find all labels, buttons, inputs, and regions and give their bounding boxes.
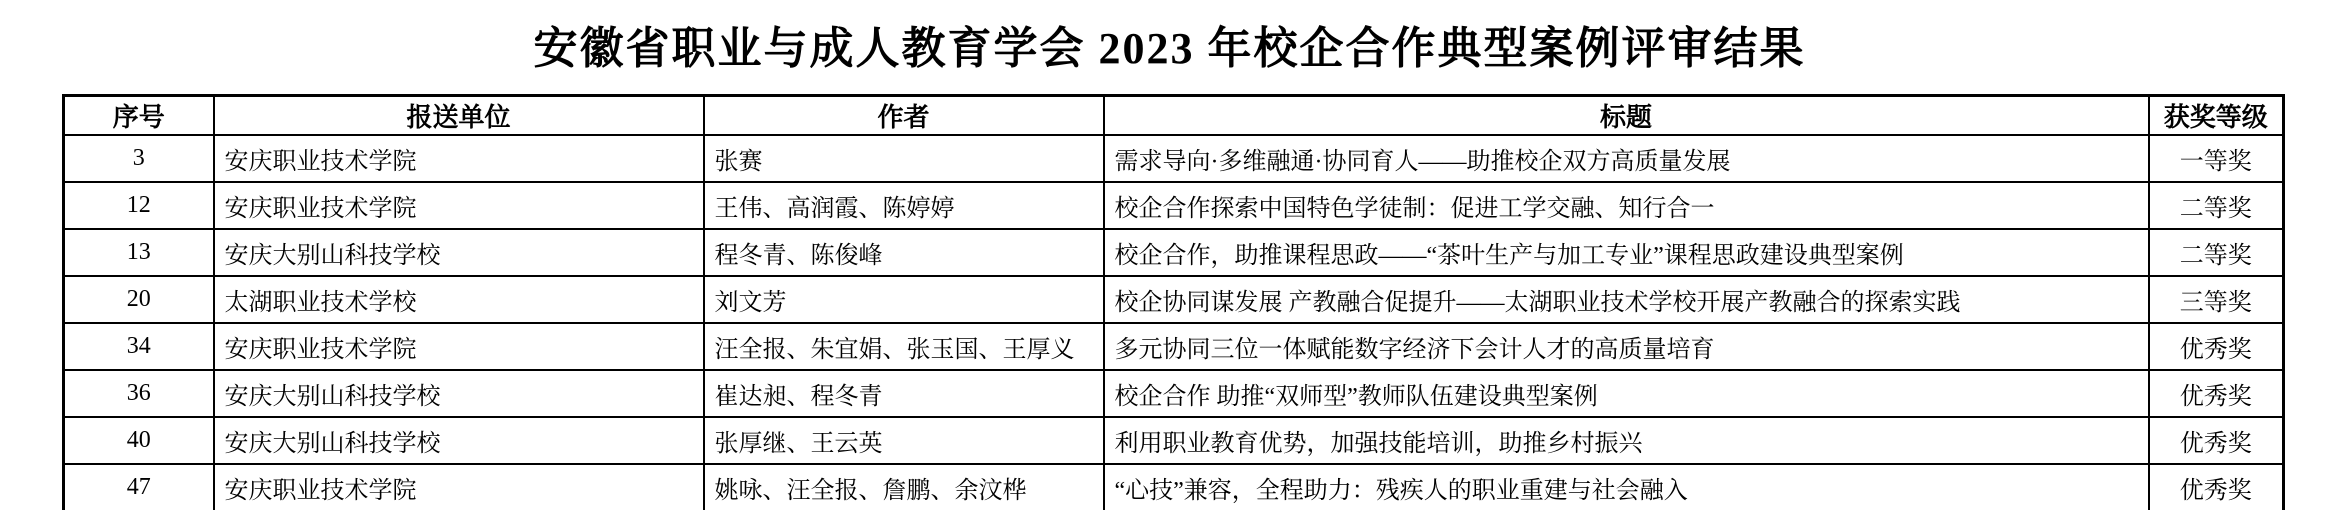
cell-title: 校企协同谋发展 产教融合促提升——太湖职业技术学校开展产教融合的探索实践	[1104, 276, 2149, 323]
cell-no: 47	[64, 464, 214, 510]
cell-unit: 安庆职业技术学院	[214, 182, 704, 229]
cell-award: 三等奖	[2149, 276, 2284, 323]
header-unit: 报送单位	[214, 96, 704, 136]
cell-no: 12	[64, 182, 214, 229]
cell-no: 20	[64, 276, 214, 323]
cell-title: 需求导向·多维融通·协同育人——助推校企双方高质量发展	[1104, 135, 2149, 182]
cell-unit: 太湖职业技术学校	[214, 276, 704, 323]
cell-authors: 王伟、高润霞、陈婷婷	[704, 182, 1104, 229]
cell-title: 多元协同三位一体赋能数字经济下会计人才的高质量培育	[1104, 323, 2149, 370]
cell-award: 优秀奖	[2149, 323, 2284, 370]
table-row	[64, 464, 2284, 510]
cell-unit: 安庆大别山科技学校	[214, 417, 704, 464]
cell-award: 二等奖	[2149, 229, 2284, 276]
cell-authors: 姚咏、汪全报、詹鹏、余汶桦	[704, 464, 1104, 510]
cell-award: 优秀奖	[2149, 464, 2284, 510]
cell-authors: 程冬青、陈俊峰	[704, 229, 1104, 276]
table-row	[64, 276, 2284, 323]
table-row	[64, 417, 2284, 464]
cell-title: 利用职业教育优势，加强技能培训，助推乡村振兴	[1104, 417, 2149, 464]
cell-title: “心技”兼容，全程助力：残疾人的职业重建与社会融入	[1104, 464, 2149, 510]
cell-title: 校企合作探索中国特色学徒制：促进工学交融、知行合一	[1104, 182, 2149, 229]
table-row	[64, 182, 2284, 229]
cell-award: 一等奖	[2149, 135, 2284, 182]
cell-award: 优秀奖	[2149, 370, 2284, 417]
table-header-row	[64, 96, 2284, 136]
table-row	[64, 229, 2284, 276]
cell-unit: 安庆大别山科技学校	[214, 229, 704, 276]
cell-award: 二等奖	[2149, 182, 2284, 229]
cell-unit: 安庆职业技术学院	[214, 464, 704, 510]
header-title: 标题	[1104, 96, 2149, 136]
cell-unit: 安庆职业技术学院	[214, 323, 704, 370]
table-row	[64, 323, 2284, 370]
cell-authors: 刘文芳	[704, 276, 1104, 323]
table-row	[64, 370, 2284, 417]
cell-no: 36	[64, 370, 214, 417]
page-title: 安徽省职业与成人教育学会 2023 年校企合作典型案例评审结果	[533, 24, 1806, 73]
cell-authors: 汪全报、朱宜娟、张玉国、王厚义	[704, 323, 1104, 370]
cell-unit: 安庆职业技术学院	[214, 135, 704, 182]
cell-no: 3	[64, 135, 214, 182]
cell-title: 校企合作，助推课程思政——“茶叶生产与加工专业”课程思政建设典型案例	[1104, 229, 2149, 276]
results-table	[62, 94, 2285, 510]
cell-no: 40	[64, 417, 214, 464]
cell-award: 优秀奖	[2149, 417, 2284, 464]
table-row	[64, 135, 2284, 182]
header-award: 获奖等级	[2149, 96, 2284, 136]
header-no: 序号	[64, 96, 214, 136]
document-page	[0, 12, 2339, 510]
cell-unit: 安庆大别山科技学校	[214, 370, 704, 417]
cell-no: 13	[64, 229, 214, 276]
cell-authors: 崔达昶、程冬青	[704, 370, 1104, 417]
cell-no: 34	[64, 323, 214, 370]
cell-authors: 张赛	[704, 135, 1104, 182]
header-authors: 作者	[704, 96, 1104, 136]
cell-authors: 张厚继、王云英	[704, 417, 1104, 464]
cell-title: 校企合作 助推“双师型”教师队伍建设典型案例	[1104, 370, 2149, 417]
